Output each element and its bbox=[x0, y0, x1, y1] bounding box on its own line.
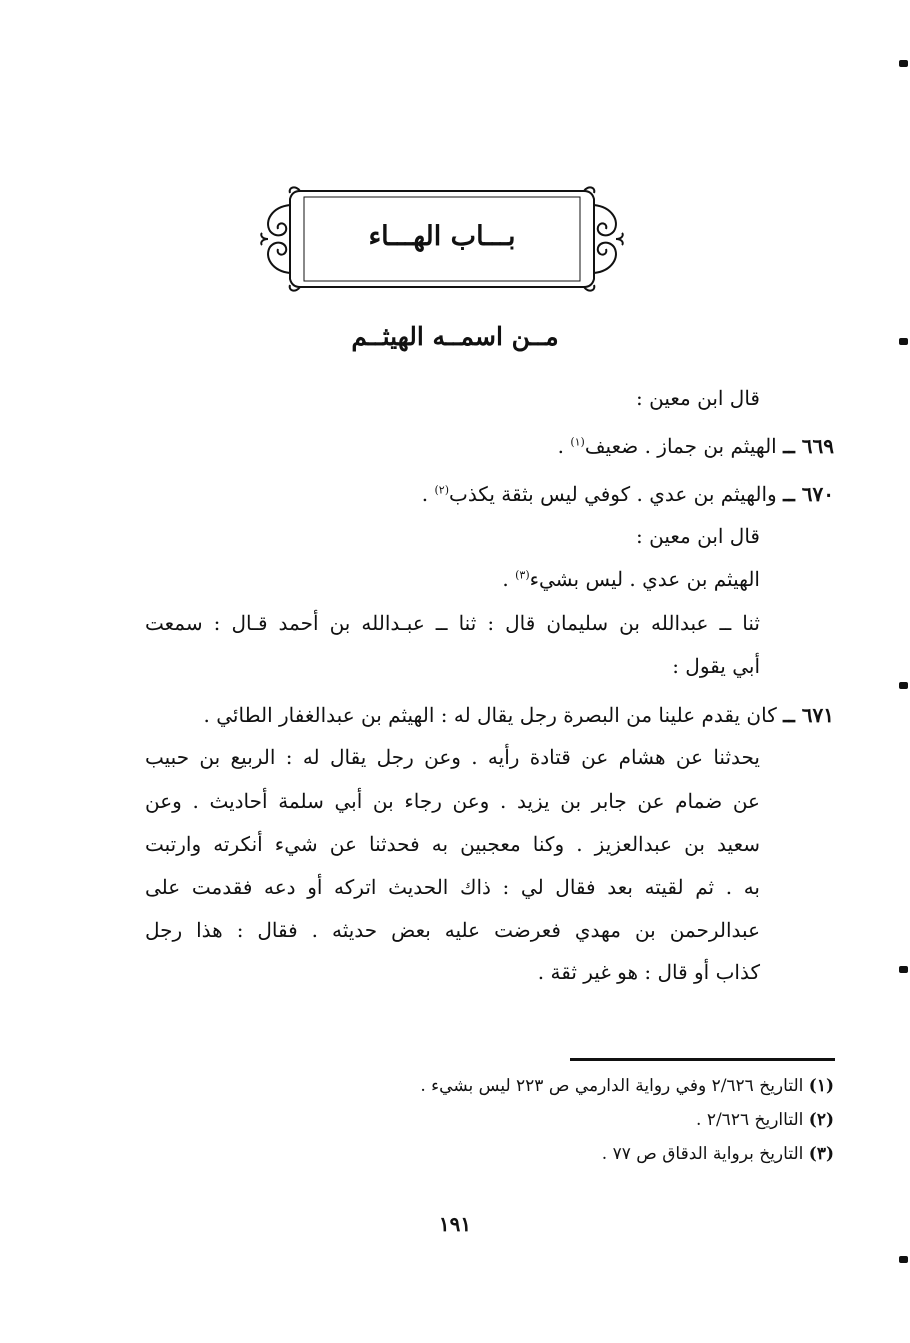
body-line bbox=[145, 789, 760, 813]
footnote-mark: (٢) bbox=[808, 1110, 834, 1130]
footnote-ref: (٢) bbox=[434, 483, 449, 497]
entry-tail: . bbox=[421, 482, 435, 506]
binding-mark bbox=[899, 338, 908, 345]
footnote-3 bbox=[602, 1144, 834, 1164]
body-line bbox=[145, 875, 760, 899]
entry-text: الهيثم بن جماز . ضعيف bbox=[584, 434, 777, 458]
body-line bbox=[145, 745, 760, 769]
footnote-1 bbox=[420, 1076, 834, 1096]
line-text: قال ابن معين : bbox=[636, 524, 760, 548]
footnote-mark: (٣) bbox=[808, 1144, 834, 1164]
footnote-divider bbox=[570, 1058, 835, 1061]
body-line bbox=[672, 654, 760, 678]
line-text: قال ابن معين : bbox=[636, 386, 760, 410]
line-text: الهيثم بن عدي . ليس بشيء bbox=[529, 567, 760, 591]
line-text: عن ضمام عن جابر بن يزيد . وعن رجاء بن أبي سلمة أحاديث . وعن bbox=[145, 789, 760, 813]
binding-mark bbox=[899, 682, 908, 689]
entry-number: ٦٦٩ ــ bbox=[783, 434, 834, 458]
body-line bbox=[538, 960, 760, 984]
line-text: به . ثم لقيته بعد فقال لي : ذاك الحديث اتركه أو دعه فقدمت على bbox=[145, 875, 760, 899]
entry-number: ٦٧٠ ــ bbox=[783, 482, 834, 506]
binding-mark bbox=[899, 966, 908, 973]
entry-text: والهيثم بن عدي . كوفي ليس بثقة يكذب bbox=[448, 482, 777, 506]
footnote-text: التاريخ برواية الدقاق ص ٧٧ . bbox=[601, 1144, 804, 1164]
page-number: ١٩١ bbox=[438, 1212, 472, 1236]
line-text: عبدالرحمن بن مهدي فعرضت عليه بعض حديثه . فقال : هذا رجل bbox=[145, 918, 760, 942]
entry-671 bbox=[145, 703, 834, 727]
body-line bbox=[502, 567, 760, 591]
body-line bbox=[145, 611, 760, 635]
section-title: مــن اسمــه الهيثــم bbox=[351, 322, 559, 351]
line-text: سعيد بن عبدالعزيز . وكنا معجبين به فحدثنا عن شيء أنكرته وارتبت bbox=[145, 832, 760, 856]
body-line bbox=[636, 386, 760, 410]
chapter-frame bbox=[258, 185, 626, 293]
body-line bbox=[145, 918, 760, 942]
line-text: ثنا ــ عبدالله بن سليمان قال : ثنا ــ عبـدالله بن أحمد قـال : سمعت bbox=[145, 611, 760, 635]
footnote-2 bbox=[696, 1110, 834, 1130]
binding-mark bbox=[899, 60, 908, 67]
footnote-ref: (١) bbox=[570, 435, 585, 449]
line-tail: . bbox=[502, 567, 516, 591]
binding-mark bbox=[899, 1256, 908, 1263]
entry-tail: . bbox=[557, 434, 571, 458]
line-text: يحدثنا عن هشام عن قتادة رأيه . وعن رجل يقال له : الربيع بن حبيب bbox=[145, 745, 760, 769]
entry-670 bbox=[422, 482, 834, 506]
line-text: كذاب أو قال : هو غير ثقة . bbox=[537, 960, 760, 984]
footnote-mark: (١) bbox=[808, 1076, 834, 1096]
body-line bbox=[636, 524, 760, 548]
footnote-text: التاريخ ٢/٦٢٦ وفي رواية الدارمي ص ٢٢٣ ليس بشيء . bbox=[420, 1076, 804, 1096]
entry-text: كان يقدم علينا من البصرة رجل يقال له : الهيثم بن عبدالغفار الطائي . bbox=[203, 703, 777, 727]
footnote-ref: (٣) bbox=[515, 568, 530, 582]
line-text: أبي يقول : bbox=[672, 654, 760, 678]
chapter-title: بـــاب الهـــاء bbox=[368, 221, 516, 252]
footnote-text: التااريخ ٢/٦٢٦ . bbox=[696, 1110, 804, 1130]
entry-669 bbox=[558, 434, 834, 458]
body-line bbox=[145, 832, 760, 856]
entry-number: ٦٧١ ــ bbox=[783, 703, 834, 727]
